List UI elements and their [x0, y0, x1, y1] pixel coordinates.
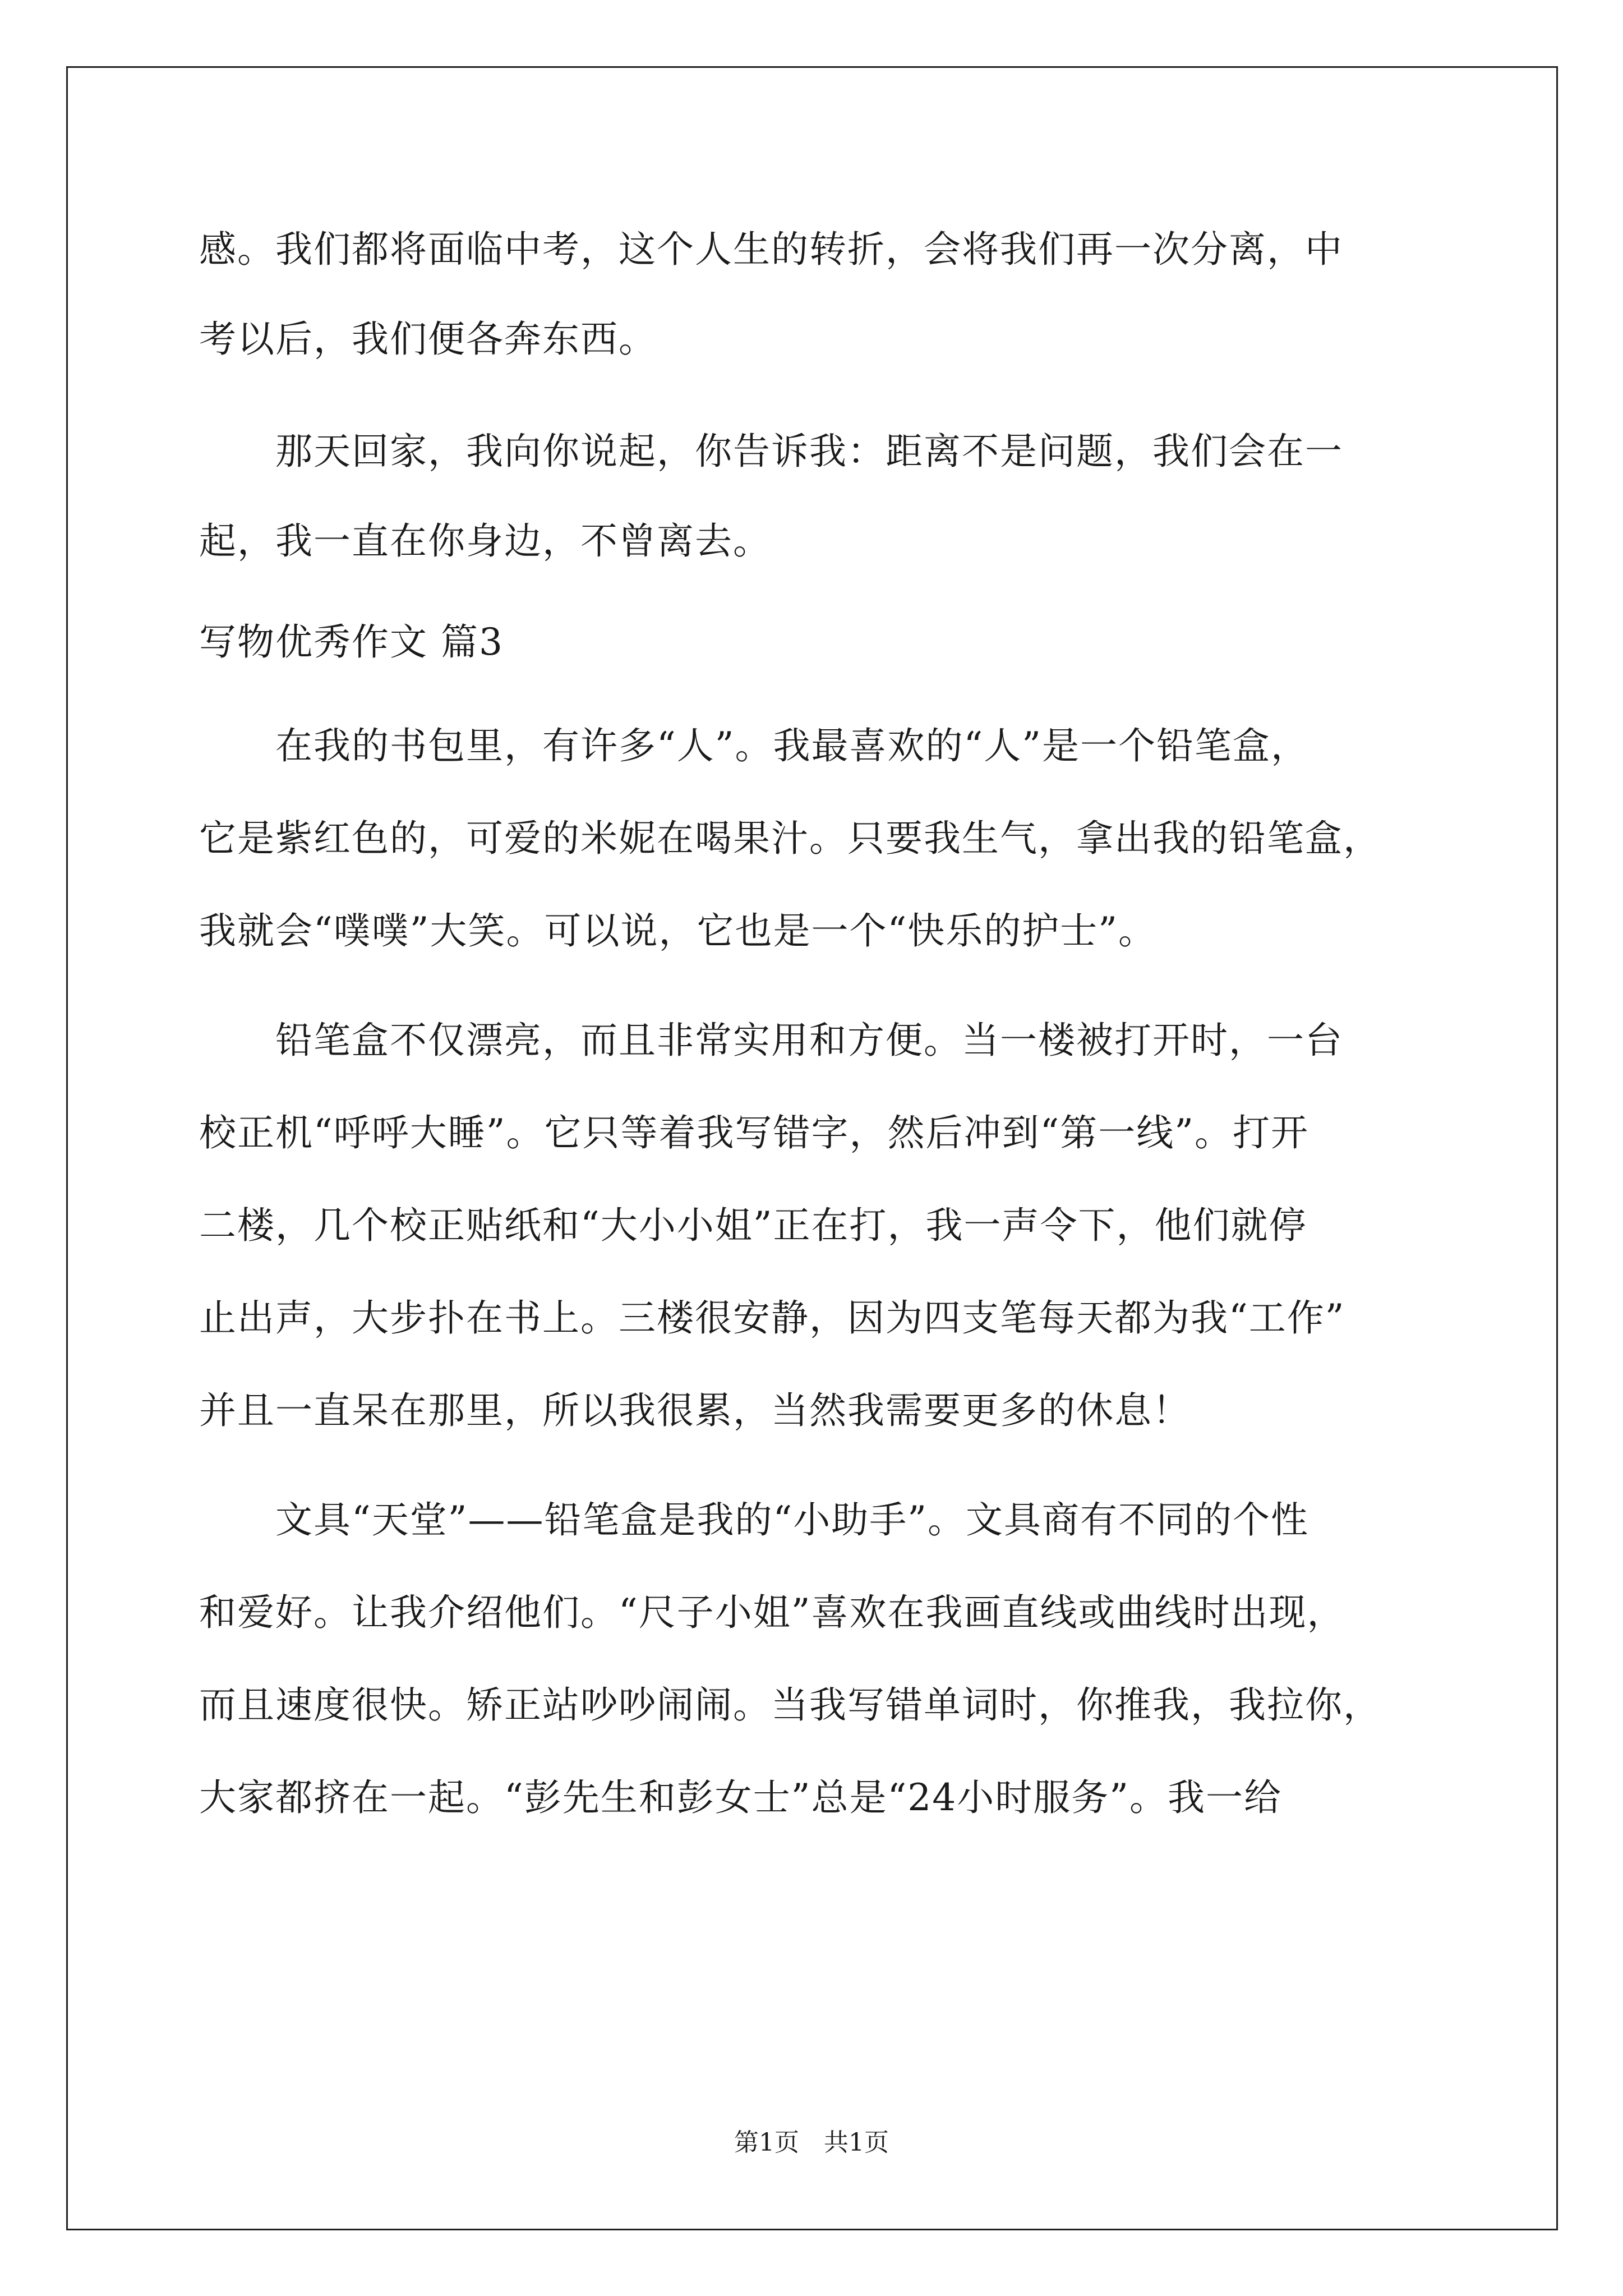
text-line: 校正机“呼呼大睡”。它只等着我写错字，然后冲到“第一线”。打开: [199, 1111, 1309, 1154]
text-line: 并且一直呆在那里，所以我很累，当然我需要更多的休息！: [199, 1389, 1191, 1432]
text-line: 在我的书包里，有许多“人”。我最喜欢的“人”是一个铅笔盒，: [199, 724, 1309, 767]
text-line: 感。我们都将面临中考，这个人生的转折，会将我们再一次分离，中: [199, 228, 1343, 271]
text-line: 和爱好。让我介绍他们。“尺子小姐”喜欢在我画直线或曲线时出现，: [199, 1591, 1345, 1634]
page-footer: 第1页 共1页: [734, 2128, 889, 2157]
text-line: 而且速度很快。矫正站吵吵闹闹。当我写错单词时，你推我，我拉你，: [199, 1683, 1381, 1727]
text-line: 大家都挤在一起。“彭先生和彭女士”总是“24小时服务”。我一给: [199, 1776, 1282, 1819]
text-line: 那天回家，我向你说起，你告诉我：距离不是问题，我们会在一: [199, 430, 1343, 473]
text-line: 铅笔盒不仅漂亮，而且非常实用和方便。当一楼被打开时，一台: [199, 1019, 1343, 1062]
text-line: 二楼，几个校正贴纸和“大小小姐”正在打，我一声令下，他们就停: [199, 1204, 1307, 1247]
text-line: 起，我一直在你身边，不曾离去。: [199, 519, 771, 563]
text-line: 我就会“噗噗”大笑。可以说，它也是一个“快乐的护士”。: [199, 909, 1156, 953]
text-line: 它是紫红色的，可爱的米妮在喝果汁。只要我生气，拿出我的铅笔盒，: [199, 817, 1381, 860]
text-line: 止出声，大步扑在书上。三楼很安静，因为四支笔每天都为我“工作”: [199, 1296, 1345, 1340]
text-line: 考以后，我们便各奔东西。: [199, 318, 657, 361]
section-heading: 写物优秀作文 篇3: [199, 620, 504, 664]
text-line: 文具“天堂”——铅笔盒是我的“小助手”。文具商有不同的个性: [199, 1498, 1309, 1542]
